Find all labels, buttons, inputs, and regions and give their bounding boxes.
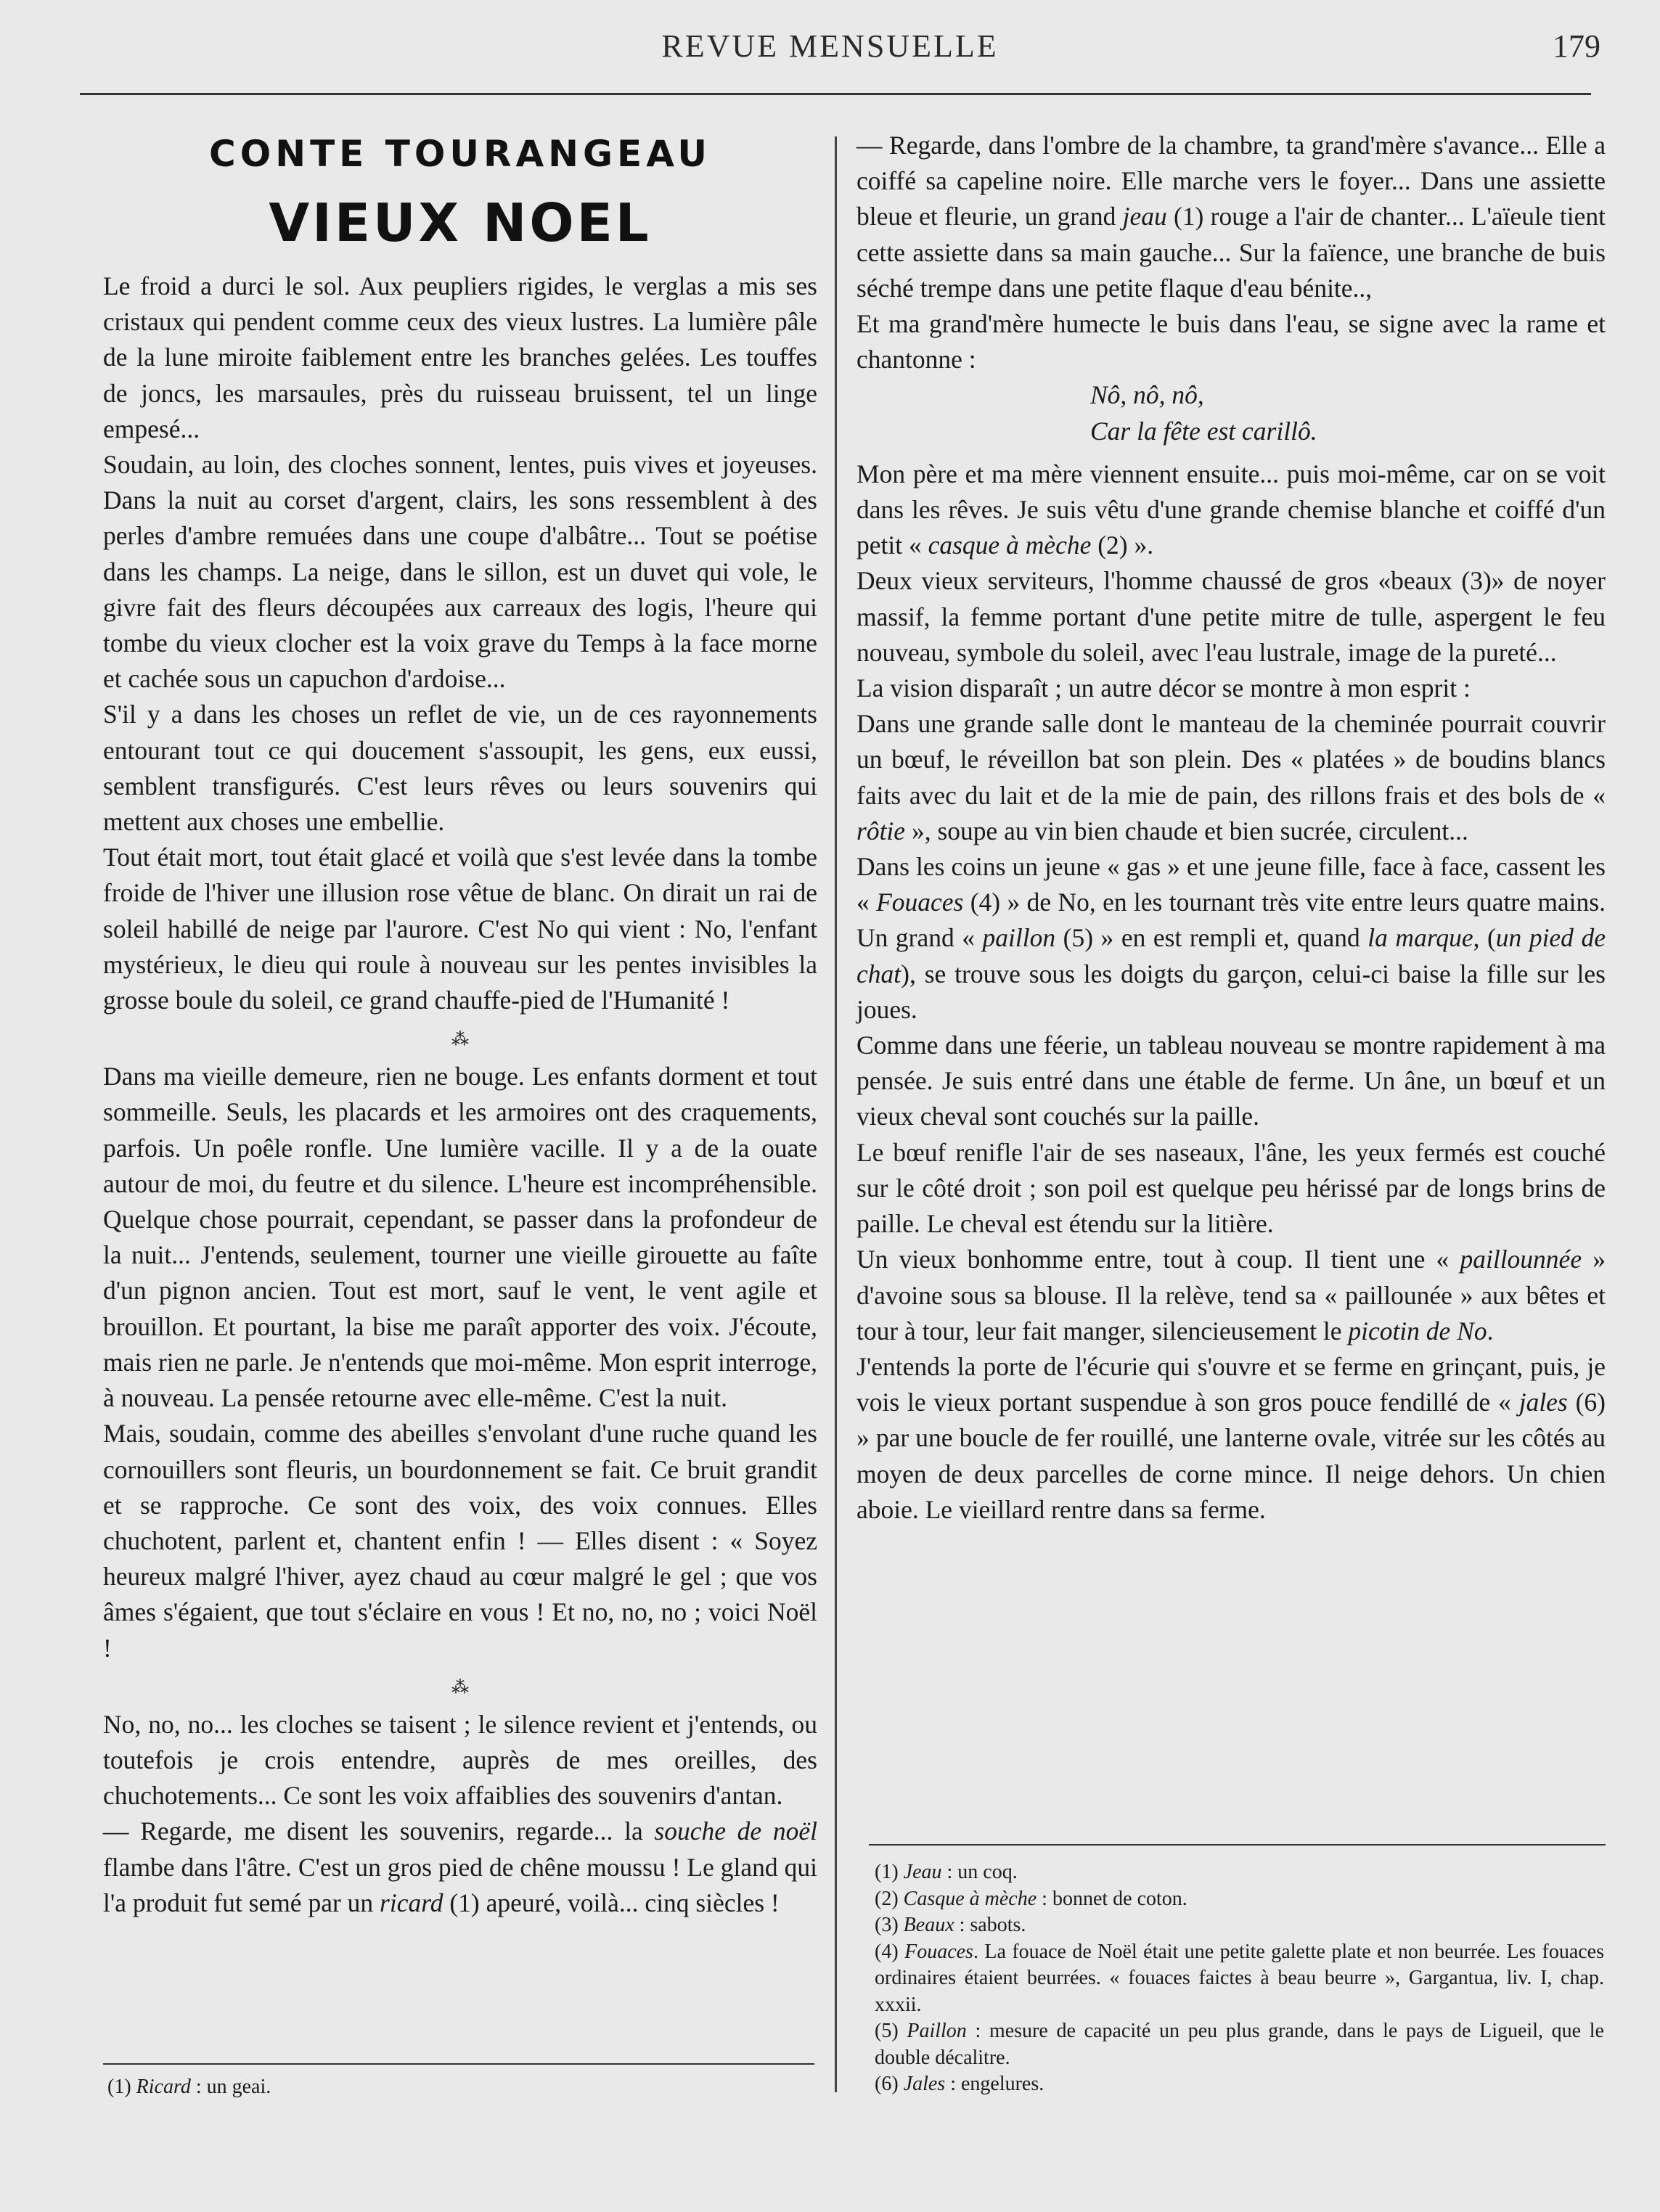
footnote: (3) Beaux : sabots. <box>875 1914 1026 1936</box>
paragraph: La vision disparaît ; un autre décor se montre à mon esprit : <box>856 673 1471 703</box>
paragraph: Le bœuf renifle l'air de ses naseaux, l'âne, les yeux fermés est couché sur le côté droit ; son poil est quelque peu hérissé par de longs brins de paille. Le cheval est étendu sur la litière. <box>856 1137 1606 1239</box>
asterism-separator: ⁂ <box>451 1031 469 1050</box>
verse-line: Car la fête est carillô. <box>1090 416 1317 446</box>
asterism-separator: ⁂ <box>451 1678 469 1697</box>
footnote-rule <box>103 2063 814 2065</box>
paragraph: — Regarde, me disent les souvenirs, regarde... la souche de noël flambe dans l'âtre. C'est un gros pied de chêne moussu ! Le gland qui l'a produit fut semé par un ricard (1) apeuré, voilà... cinq siècles ! <box>103 1816 817 1917</box>
footnote: (2) Casque à mèche : bonnet de coton. <box>875 1887 1187 1910</box>
paragraph: Mais, soudain, comme des abeilles s'envolant d'une ruche quand les cornouillers sont fleuris, un bourdonnement se fait. Ce bruit grandit et se rapproche. Ce sont des voix, des voix connues. Elles chuchotent, parlent et, chantent enfin ! — Elles disent : « Soyez heureux malgré l'hiver, ayez chaud au cœur malgré le gel ; que vos âmes s'égaient, que tout s'éclaire en vous ! Et no, no, no ; voici Noël ! <box>103 1419 817 1663</box>
paragraph: Mon père et ma mère viennent ensuite... puis moi-même, car on se voit dans les rêves. Je suis vêtu d'une grande chemise blanche et coiffé d'un petit « casque à mèche (2) ». <box>856 459 1606 560</box>
footnote-rule <box>869 1844 1606 1846</box>
paragraph: Deux vieux serviteurs, l'homme chaussé de gros «beaux (3)» de noyer massif, la femme portant d'une petite mitre de tulle, aspergent le feu nouveau, symbole du soleil, avec l'eau lustrale, image de la pureté... <box>856 566 1606 667</box>
paragraph: Dans ma vieille demeure, rien ne bouge. Les enfants dorment et tout sommeille. Seuls, les placards et les armoires ont des craquements, parfois. Un poêle ronfle. Une lumière vacille. Il y a de la ouate autour de moi, du feutre et du silence. L'heure est incompréhensible. Quelque chose pourrait, cependant, se passer dans la profondeur de la nuit... J'entends, seulement, tourner une vieille girouette au faîte d'un pignon ancien. Tout est mort, sauf le vent, le vent agile et brouillon. Et pourtant, la bise me paraît apporter des voix. J'écoute, mais rien ne parle. Je n'entends que moi-même. Mon esprit interroge, à nouveau. La pensée retourne avec elle-même. C'est la nuit. <box>103 1062 817 1413</box>
paragraph: Dans une grande salle dont le manteau de la cheminée pourrait couvrir un bœuf, le réveillon bat son plein. Des « platées » de boudins blancs faits avec du lait et de la mie de pain, des rillons frais et des bols de « rôtie », soupe au vin bien chaude et bien sucrée, circulent... <box>856 709 1606 845</box>
article-title: VIEUX NOEL <box>269 192 652 253</box>
paragraph: Un vieux bonhomme entre, tout à coup. Il tient une « paillounnée » d'avoine sous sa blouse. Il la relève, tend sa « paillounée » aux bêtes et tour à tour, leur fait manger, silencieusement le picotin de No. <box>856 1245 1606 1345</box>
verse-line: Nô, nô, nô, <box>1090 380 1204 410</box>
footnote: (6) Jales : engelures. <box>875 2073 1044 2095</box>
right-column <box>856 128 1606 1528</box>
footnotes <box>875 1859 1604 2098</box>
article-kicker: CONTE TOURANGEAU <box>209 133 711 175</box>
paragraph: — Regarde, dans l'ombre de la chambre, ta grand'mère s'avance... Elle a coiffé sa capeline noire. Elle marche vers le foyer... Dans une assiette bleue et fleurie, un grand jeau (1) rouge a l'air de chanter... L'aïeule tient cette assiette dans sa main gauche... Sur la faïence, une branche de buis séché trempe dans une petite flaque d'eau bénite.., <box>856 131 1606 303</box>
footnote: (1) Jeau : un coq. <box>875 1861 1018 1883</box>
page-number: 179 <box>1553 28 1600 64</box>
paragraph: S'il y a dans les choses un reflet de vie, un de ces rayonnements entourant tout ce qui doucement s'assoupit, les gens, eux eussi, semblent transfigurés. C'est leurs rêves ou leurs souvenirs qui mettent aux choses une embellie. <box>103 700 817 837</box>
header-rule <box>80 93 1591 95</box>
footnote: (5) Paillon : mesure de capacité un peu plus grande, dans le pays de Ligueil, que le double décalitre. <box>875 2020 1604 2069</box>
paragraph: Le froid a durci le sol. Aux peupliers rigides, le verglas a mis ses cristaux qui pendent comme ceux des vieux lustres. La lumière pâle de la lune miroite faiblement entre les branches gelées. Les touffes de joncs, les marsaules, près du ruisseau bruissent, tel un linge empesé... <box>103 271 817 443</box>
paragraph: Soudain, au loin, des cloches sonnent, lentes, puis vives et joyeuses. Dans la nuit au corset d'argent, clairs, les sons ressemblent à des perles d'ambre remuées dans une coupe d'albâtre... Tout se poétise dans les champs. La neige, dans le sillon, est un duvet qui vole, le givre fait des fleurs découpées aux carreaux des logis, l'heure qui tombe du vieux clocher est la voix grave du Temps à la face morne et cachée sous un capuchon d'ardoise... <box>103 450 817 694</box>
paragraph: Tout était mort, tout était glacé et voilà que s'est levée dans la tombe froide de l'hiver une illusion rose vêtue de blanc. On dirait un rai de soleil habillé de neige par l'aurore. C'est No qui vient : No, l'enfant mystérieux, le dieu qui roule à nouveau sur les pentes invisibles la grosse boule du soleil, ce grand chauffe-pied de l'Humanité ! <box>103 843 817 1015</box>
paragraph: Comme dans une féerie, un tableau nouveau se montre rapidement à ma pensée. Je suis entré dans une étable de ferme. Un âne, un bœuf et un vieux cheval sont couchés sur la paille. <box>856 1031 1606 1131</box>
running-head: REVUE MENSUELLE <box>661 28 999 64</box>
footnote: (4) Fouaces. La fouace de Noël était une petite galette plate et non beurrée. Les fouaces ordinaires étaient beurrées. « fouaces faictes à beau beurre », Gargantua, liv. I, chap. xxxii. <box>875 1940 1604 2016</box>
paragraph: J'entends la porte de l'écurie qui s'ouvre et se ferme en grinçant, puis, je vois le vieux portant suspendue à son gros pouce fendillé de « jales (6) » par une boucle de fer rouillé, une lanterne ovale, vitrée sur les côtés au moyen de deux parcelles de corne mince. Il neige dehors. Un chien aboie. Le vieillard rentre dans sa ferme. <box>856 1351 1606 1524</box>
paragraph: Dans les coins un jeune « gas » et une jeune fille, face à face, cassent les « Fouaces (4) » de No, en les tournant très vite entre leurs quatre mains. Un grand « paillon (5) » en est rempli et, quand la marque, (un pied de chat), se trouve sous les doigts du garçon, celui-ci baise la fille sur les joues. <box>856 852 1606 1024</box>
footnote: (1) Ricard : un geai. <box>107 2076 271 2098</box>
paragraph: No, no, no... les cloches se taisent ; le silence revient et j'entends, ou toutefois je crois entendre, auprès de mes oreilles, des chuchotements... Ce sont les voix affaiblies des souvenirs d'antan. <box>103 1709 817 1811</box>
column-divider <box>835 136 837 2092</box>
left-column <box>103 123 817 1921</box>
paragraph: Et ma grand'mère humecte le buis dans l'eau, se signe avec la rame et chantonne : <box>856 309 1606 374</box>
